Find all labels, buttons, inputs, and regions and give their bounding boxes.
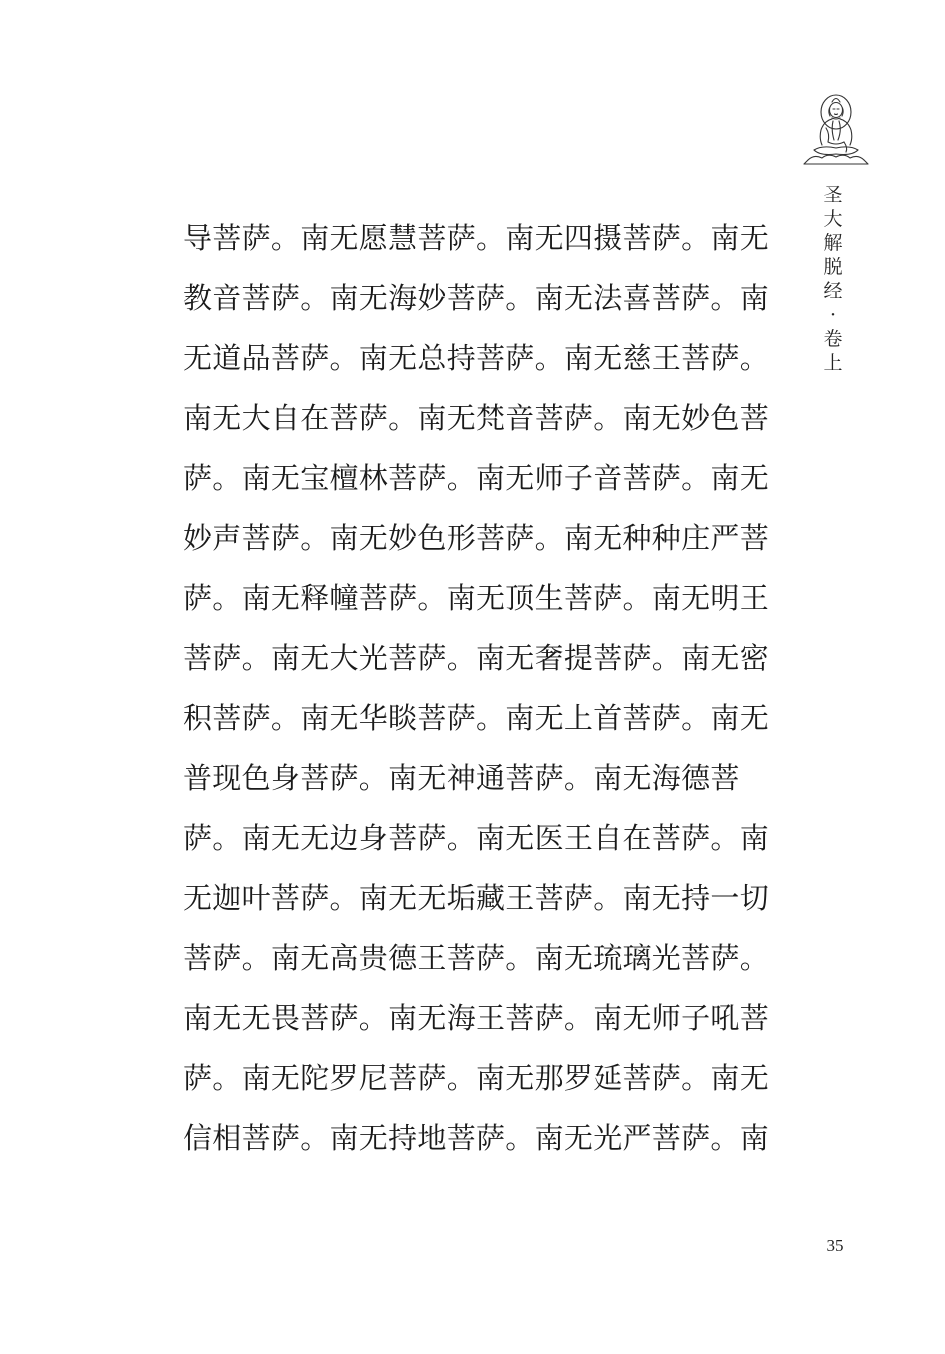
- text-line: 南无无畏菩萨。南无海王菩萨。南无师子吼菩: [183, 1001, 770, 1035]
- running-head-char: 上: [823, 352, 843, 374]
- running-head: [820, 183, 846, 375]
- running-head-char: 经: [823, 280, 843, 302]
- running-head-char: 大: [823, 208, 843, 230]
- page-number: 35: [826, 1236, 844, 1255]
- text-line: 萨。南无无边身菩萨。南无医王自在菩萨。南: [183, 821, 770, 855]
- text-line: 菩萨。南无大光菩萨。南无奢提菩萨。南无密: [183, 641, 770, 675]
- seated-buddha-icon: [800, 90, 872, 166]
- running-head-char: 解: [823, 232, 843, 254]
- text-line: 南无大自在菩萨。南无梵音菩萨。南无妙色菩: [183, 401, 770, 435]
- text-line: 萨。南无陀罗尼菩萨。南无那罗延菩萨。南无: [183, 1061, 770, 1095]
- text-line: 萨。南无宝檀林菩萨。南无师子音菩萨。南无: [183, 461, 770, 495]
- text-line: 无道品菩萨。南无总持菩萨。南无慈王菩萨。: [183, 341, 770, 375]
- text-line: 信相菩萨。南无持地菩萨。南无光严菩萨。南: [183, 1121, 770, 1155]
- text-line: 教音菩萨。南无海妙菩萨。南无法喜菩萨。南: [183, 281, 770, 315]
- text-line: 萨。南无释幢菩萨。南无顶生菩萨。南无明王: [183, 581, 770, 615]
- text-line: 普现色身菩萨。南无神通菩萨。南无海德菩: [183, 761, 740, 795]
- text-line: 无迦叶菩萨。南无无垢藏王菩萨。南无持一切: [183, 881, 770, 915]
- running-head-char: ·: [829, 304, 837, 326]
- text-line: 积菩萨。南无华睒菩萨。南无上首菩萨。南无: [183, 701, 770, 735]
- text-line: 菩萨。南无高贵德王菩萨。南无琉璃光菩萨。: [183, 941, 770, 975]
- running-head-char: 圣: [823, 184, 843, 206]
- running-head-char: 卷: [823, 328, 843, 350]
- text-line: 导菩萨。南无愿慧菩萨。南无四摄菩萨。南无: [183, 221, 770, 255]
- scripture-body: [183, 208, 773, 1168]
- running-head-char: 脱: [823, 256, 843, 278]
- text-line: 妙声菩萨。南无妙色形菩萨。南无种种庄严菩: [183, 521, 770, 555]
